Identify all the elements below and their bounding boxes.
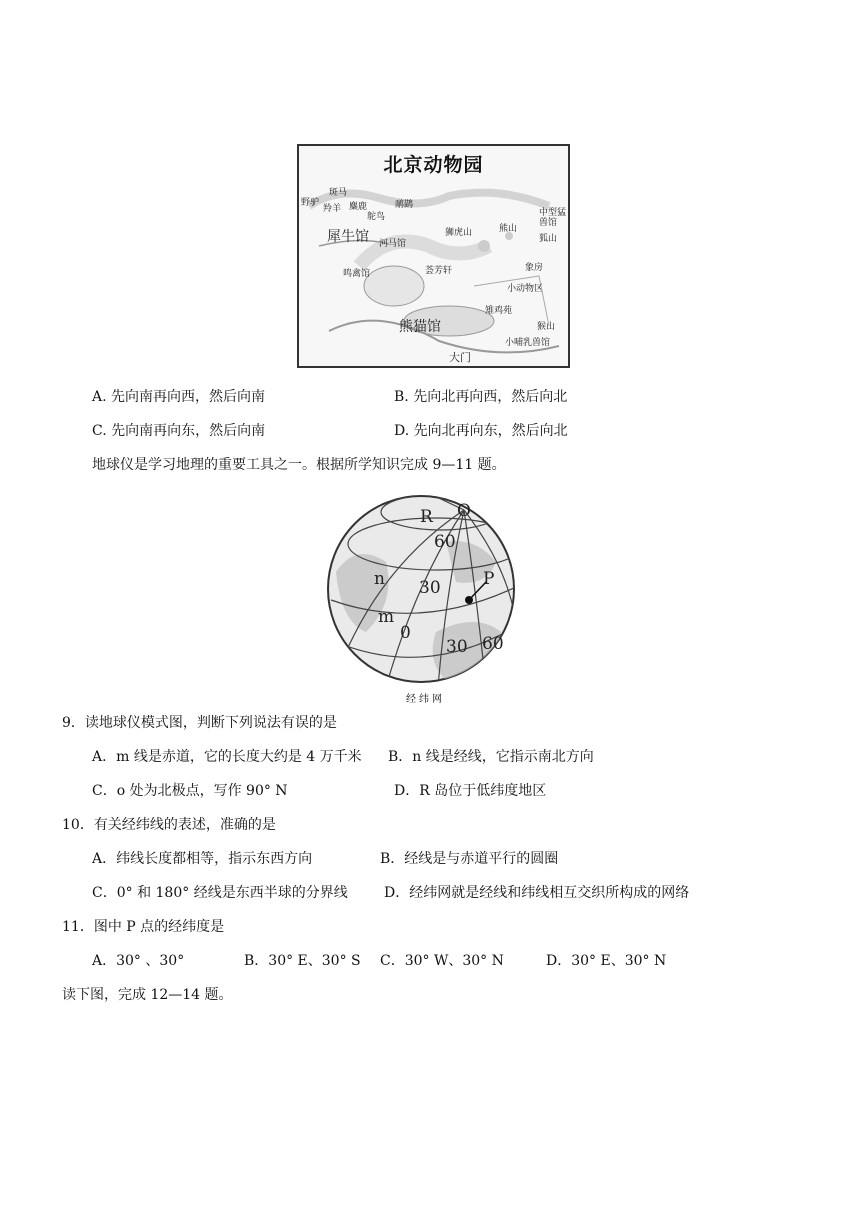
lion-tiger-label: 狮虎山: [445, 228, 473, 238]
globe-label-60-top: 60: [434, 532, 456, 552]
q9-option-a: A．m 线是赤道，它的长度大约是 4 万千米: [92, 749, 362, 765]
globe-caption: 经纬网: [406, 694, 445, 705]
q11-option-b: B．30° E、30° S: [244, 953, 361, 969]
q11-option-c: C．30° W、30° N: [380, 953, 504, 969]
q8-option-c: C. 先向南再向东，然后向南: [92, 423, 266, 439]
q9-option-c: C．o 处为北极点，写作 90° N: [92, 783, 288, 799]
monkey-label: 猴山: [537, 322, 556, 332]
songbird-label: 鸣禽馆: [343, 269, 371, 279]
globe-label-30: 30: [419, 578, 441, 598]
bear-label: 熊山: [499, 224, 518, 234]
q9-stem: 9．读地球仪模式图，判断下列说法有误的是: [62, 715, 337, 731]
q10-option-a: A．纬线长度都相等，指示东西方向: [92, 851, 313, 867]
intro-9-11: 地球仪是学习地理的重要工具之一。根据所学知识完成 9—11 题。: [92, 457, 506, 473]
globe-label-m: m: [378, 607, 395, 627]
rhino-label: 犀牛馆: [327, 229, 369, 245]
globe-label-0: 0: [400, 623, 411, 643]
globe-label-o: O: [457, 501, 471, 521]
q9-option-b: B．n 线是经线，它指示南北方向: [388, 749, 594, 765]
zoo-map-title: 北京动物园: [383, 154, 484, 176]
zoo-map-figure: [297, 144, 570, 368]
pheasant-label: 雉鸡苑: [485, 306, 513, 316]
q10-option-c: C．0° 和 180° 经线是东西半球的分界线: [92, 885, 348, 901]
wild-donkey-label: 野驴: [301, 198, 320, 208]
globe-label-30b: 30: [446, 637, 468, 657]
q8-option-a: A. 先向南再向西，然后向南: [92, 389, 266, 405]
q10-option-d: D．经纬网就是经线和纬线相互交织所构成的网络: [384, 885, 690, 901]
small-mammal-label: 小哺乳兽馆: [505, 338, 551, 348]
fox-label: 狐山: [539, 234, 558, 244]
emu-label: 鸸鹋: [395, 200, 414, 210]
hippo-label: 河马馆: [379, 239, 407, 249]
zebra-label: 斑马: [329, 188, 348, 198]
globe-label-n: n: [374, 569, 385, 589]
rare-beast-label: 中型猛兽馆: [539, 208, 567, 228]
q8-option-b: B. 先向北再向西，然后向北: [394, 389, 568, 405]
small-animal-label: 小动物区: [507, 284, 544, 294]
q11-option-a: A．30° 、30°: [92, 953, 185, 969]
pavilion-label: 荟芳轩: [425, 266, 453, 276]
deer-label: 麋鹿: [349, 202, 368, 212]
gate-label: 大门: [449, 351, 471, 364]
antelope-label: 羚羊: [323, 204, 342, 214]
elephant-label: 象房: [525, 263, 544, 273]
q11-stem: 11．图中 P 点的经纬度是: [62, 919, 225, 935]
q8-option-d: D. 先向北再向东，然后向北: [394, 423, 568, 439]
q10-stem: 10．有关经纬线的表述，准确的是: [62, 817, 276, 833]
panda-label: 熊猫馆: [399, 319, 441, 335]
globe-label-p: P: [483, 569, 495, 589]
q10-option-b: B．经线是与赤道平行的圆圈: [380, 851, 559, 867]
q11-option-d: D．30° E、30° N: [546, 953, 667, 969]
q9-option-d: D．R 岛位于低纬度地区: [394, 783, 547, 799]
globe-figure: [326, 482, 516, 707]
globe-label-r: R: [420, 507, 433, 527]
ostrich-label: 鸵鸟: [367, 212, 386, 222]
globe-label-60b: 60: [482, 634, 504, 654]
intro-12-14: 读下图，完成 12—14 题。: [62, 987, 233, 1003]
